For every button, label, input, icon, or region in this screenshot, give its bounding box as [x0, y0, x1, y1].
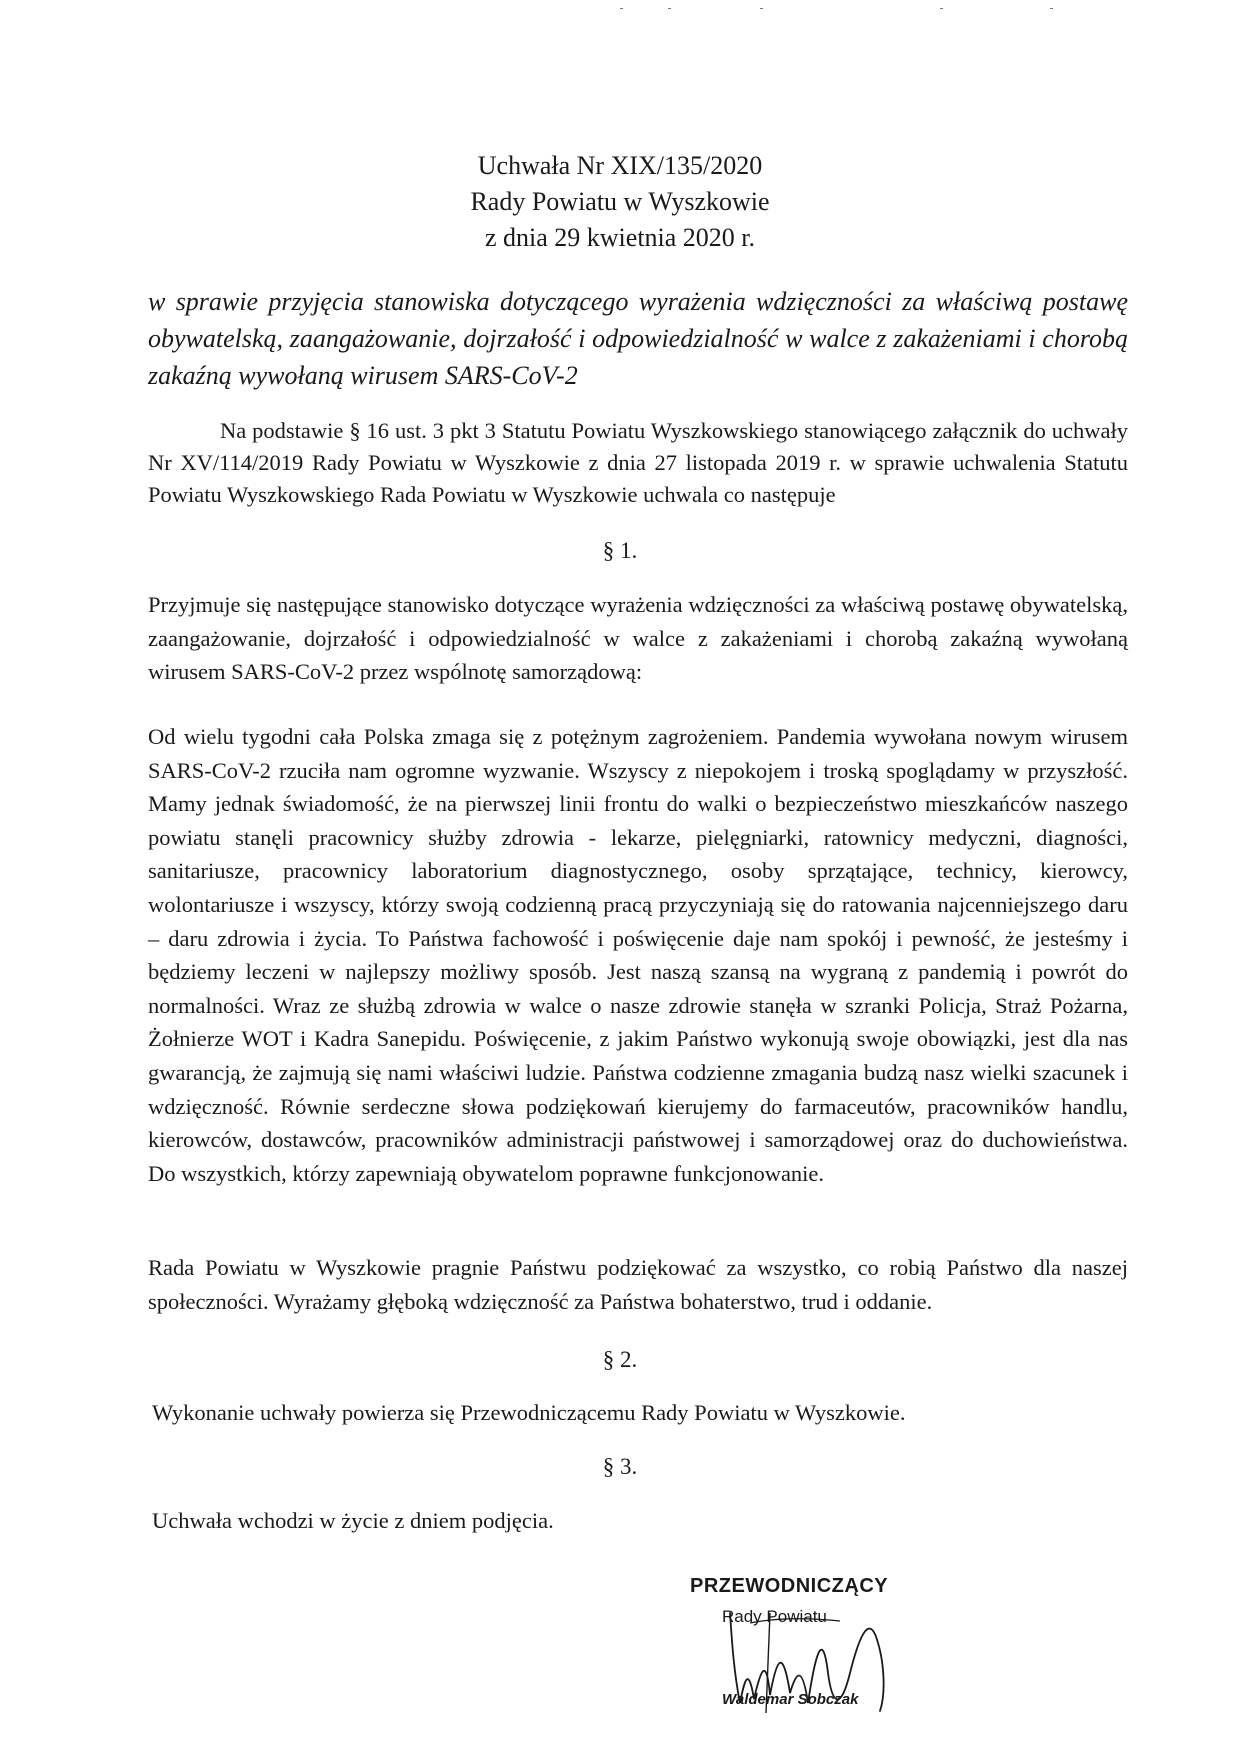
section-3-text: Uchwała wchodzi w życie z dniem podjęcia. [152, 1508, 554, 1533]
section-2-text: Wykonanie uchwały powierza się Przewodniczącemu Rady Powiatu w Wyszkowie. [152, 1400, 906, 1425]
signature-name: Waldemar Sobczak [722, 1691, 859, 1708]
scan-speck [668, 8, 671, 9]
scan-speck [940, 8, 943, 9]
council-name: Rady Powiatu w Wyszkowie [470, 187, 770, 216]
signature-title: PRZEWODNICZĄCY [690, 1575, 889, 1597]
section-1-closing: Rada Powiatu w Wyszkowie pragnie Państwu podziękować za wszystko, co robią Państwo dla naszej społeczności. Wyrażamy głęboką wdzięczność za Państwa bohaterstwo, trud i oddanie. [148, 1255, 1128, 1314]
section-3-sign: § 3. [602, 1454, 638, 1479]
scan-speck [1050, 8, 1053, 9]
scan-speck [620, 8, 623, 9]
section-2-sign: § 2. [602, 1347, 638, 1372]
legal-basis: Na podstawie § 16 ust. 3 pkt 3 Statutu Powiatu Wyszkowskiego stanowiącego załącznik do uchwały Nr XV/114/2019 Rady Powiatu w Wyszkowie z dnia 27 listopada 2019 r. w sprawie uchwalenia Statutu Powiatu Wyszkowskiego Rada Powiatu w Wyszkowie uchwala co następuje [148, 418, 1128, 507]
section-1-intro: Przyjmuje się następujące stanowisko dotyczące wyrażenia wdzięczności za właściwą postawę obywatelską, zaangażowanie, dojrzałość i odpowiedzialność w walce z zakażeniami i chorobą zakaźną wywołaną wirusem SARS-CoV-2 przez wspólnotę samorządową: [148, 592, 1128, 685]
resolution-date: z dnia 29 kwietnia 2020 r. [484, 223, 756, 252]
signature-organization: Rady Powiatu [722, 1607, 827, 1626]
scan-speck [760, 8, 763, 9]
resolution-header [0, 148, 1240, 256]
section-1-stance: Od wielu tygodni cała Polska zmaga się z potężnym zagrożeniem. Pandemia wywołana nowym wirusem SARS-CoV-2 rzuciła nam ogromne wyzwanie. Wszyscy z niepokojem i troską spoglądamy w przyszłość. Mamy jednak świadomość, że na pierwszej linii frontu do walki o bezpieczeństwo mieszkańców naszego powiatu stanęli pracownicy służby zdrowia - lekarze, pielęgniarki, ratownicy medyczni, diagności, sanitariusze, pracownicy laboratorium diagnostycznego, osoby sprzątające, technicy, kierowcy, wolontariusze i wszyscy, którzy swoją codzienną pracą przyczyniają się do ratowania najcenniejszego daru – daru zdrowia i życia. To Państwa fachowość i poświęcenie daje nam spokój i pewność, że jesteśmy i będziemy leczeni w najlepszy możliwy sposób. Jest naszą szansą na wygraną z pandemią i powrót do normalności. Wraz ze służbą zdrowia w walce o nasze zdrowie stanęła w szranki Policja, Straż Pożarna, Żołnierze WOT i Kadra Sanepidu. Poświęcenie, z jakim Państwo wykonują swoje obowiązki, jest dla nas gwarancją, że zajmują się nami właściwi ludzie. Państwa codzienne zmagania budzą nasz wielki szacunek i wdzięczność. Równie serdeczne słowa podziękowań kierujemy do farmaceutów, pracowników handlu, kierowców, dostawców, pracowników administracji państwowej i samorządowej oraz do duchowieństwa. Do wszystkich, którzy zapewniają obywatelom poprawne funkcjonowanie. [148, 724, 1128, 1186]
resolution-subject: w sprawie przyjęcia stanowiska dotyczącego wyrażenia wdzięczności za właściwą postawę obywatelską, zaangażowanie, dojrzałość i odpowiedzialność w walce z zakażeniami i chorobą zakaźną wywołaną wirusem SARS-CoV-2 [148, 287, 1128, 390]
signature-block [690, 1575, 960, 1735]
resolution-number: Uchwała Nr XIX/135/2020 [477, 151, 763, 180]
section-1-sign: § 1. [602, 538, 638, 563]
handwritten-signature [710, 1603, 910, 1723]
